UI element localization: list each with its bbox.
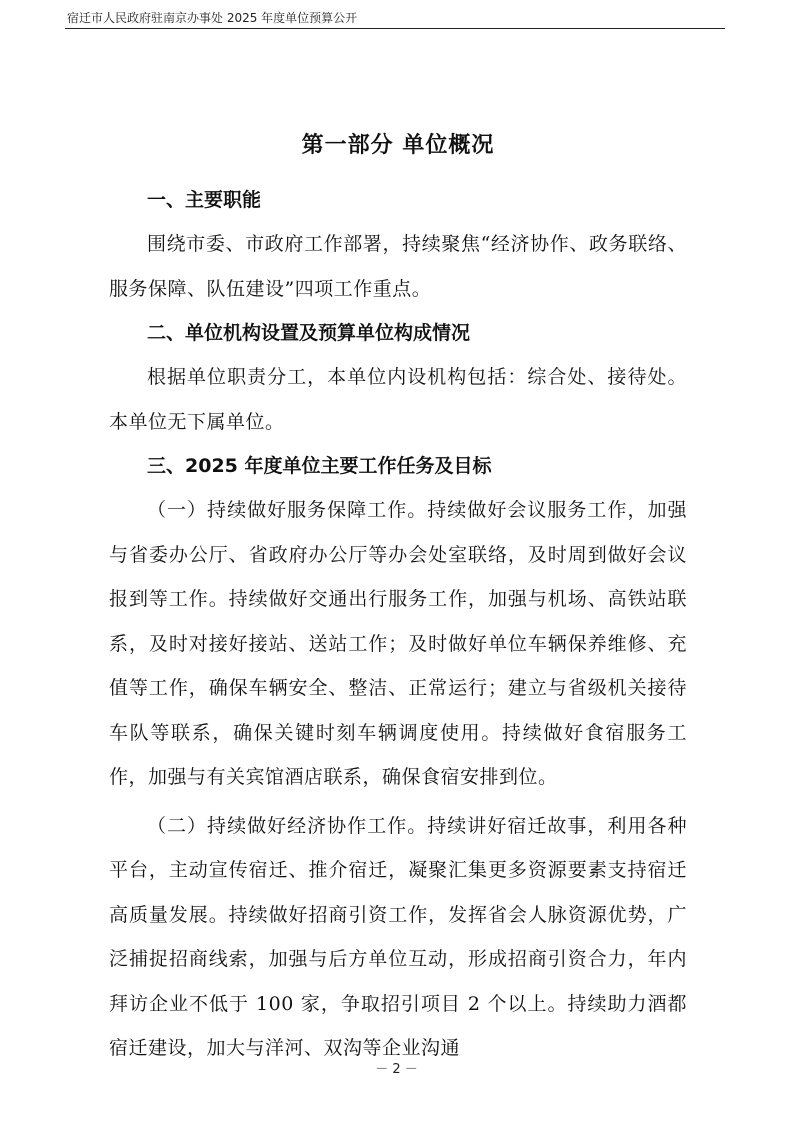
- paragraph-organization: 根据单位职责分工，本单位内设机构包括：综合处、接待处。本单位无下属单位。: [109, 366, 687, 433]
- section-heading-organization: 二、单位机构设置及预算单位构成情况: [147, 322, 471, 344]
- running-header: 宿迁市人民政府驻南京办事处 2025 年度单位预算公开: [67, 11, 358, 25]
- paragraph-economic-cooperation: （二）持续做好经济协作工作。持续讲好宿迁故事，利用各种平台，主动宣传宿迁、推介宿迁，凝聚汇集更多资源要素支持宿迁高质量发展。持续做好招商引资工作，发挥省会人脉资源优势，广泛捕捉招商线索，加强与后方单位互动，形成招商引资合力，年内拜访企业不低于 100 家，争取招引项目 2 个以上。持续助力酒都宿迁建设，加大与洋河、双沟等企业沟通: [109, 814, 687, 1059]
- page-number: － 2 －: [375, 1062, 418, 1077]
- paragraph-service-support: （一）持续做好服务保障工作。持续做好会议服务工作，加强与省委办公厅、省政府办公厅等办会处室联络，及时周到做好会议报到等工作。持续做好交通出行服务工作，加强与机场、高铁站联系，及时对接好接站、送站工作；及时做好单位车辆保养维修、充值等工作，确保车辆安全、整洁、正常运行；建立与省级机关接待车队等联系，确保关键时刻车辆调度使用。持续做好食宿服务工作，加强与有关宾馆酒店联系，确保食宿安排到位。: [109, 499, 687, 788]
- section-heading-tasks-goals: 三、2025 年度单位主要工作任务及目标: [147, 455, 492, 477]
- section-heading-main-functions: 一、主要职能: [147, 189, 262, 211]
- page-body: [109, 126, 687, 1071]
- part-title: 第一部分 单位概况: [301, 133, 495, 158]
- paragraph-main-functions: 围绕市委、市政府工作部署，持续聚焦“经济协作、政务联络、服务保障、队伍建设”四项工作重点。: [109, 233, 687, 300]
- header-rule: [65, 28, 725, 29]
